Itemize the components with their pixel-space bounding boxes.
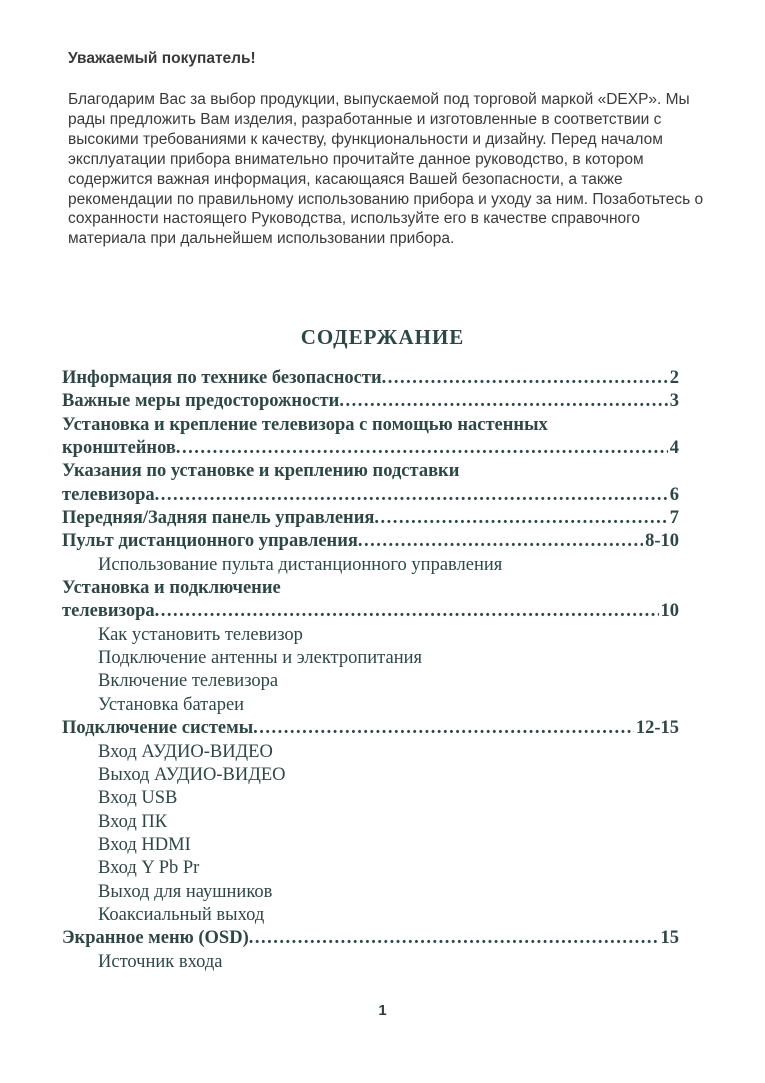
intro-heading: Уважаемый покупатель! — [68, 50, 256, 67]
toc-subentry — [62, 670, 679, 693]
toc-subentry — [62, 881, 679, 904]
toc-entry-label: Информация по технике безопасности — [62, 368, 382, 388]
toc-subentry-label: Выход для наушников — [98, 881, 273, 902]
toc-entry-page: 15 — [660, 928, 679, 949]
intro-paragraph: Благодарим Вас за выбор продукции, выпускаемой под торговой маркой «DEXP». Мы рады предложить Вам изделия, разработанные и изготовленные в соответствии с высокими требованиями к качеству, функциональности и дизайну. Перед началом эксплуатации прибора внимательно прочитайте данное руководство, в котором содержится важная информация, касающаяся Вашей безопасности, а также рекомендации по правильному использованию прибора и уходу за ним. Позаботьтесь о сохранности настоящего Руководства, используйте его в качестве справочного материала при дальнейшем использовании прибора. — [68, 91, 704, 248]
toc-entry — [62, 577, 679, 600]
toc-entry — [62, 600, 679, 623]
dot-leader — [176, 437, 668, 460]
toc-subentry — [62, 787, 679, 810]
toc-entry-label: Установка и подключение — [62, 578, 281, 599]
dot-leader — [339, 390, 667, 413]
toc-entry — [62, 414, 679, 437]
toc-subentry-label: Вход HDMI — [98, 834, 191, 855]
toc-entry-label: телевизора — [62, 601, 155, 622]
toc-subentry-label: Вход Y Pb Pr — [98, 858, 200, 879]
toc-entry-label: кронштейнов — [62, 438, 176, 459]
toc-entry-label: телевизора — [62, 484, 155, 505]
toc-entry — [62, 390, 679, 413]
toc-subentry — [62, 694, 679, 717]
toc-entry — [62, 507, 679, 530]
intro-section — [68, 50, 704, 249]
toc-subentry — [62, 951, 679, 974]
toc-subentry — [62, 554, 679, 577]
toc-entry-page: 8-10 — [645, 531, 679, 552]
dot-leader — [249, 927, 659, 950]
toc-title: СОДЕРЖАНИЕ — [300, 325, 465, 349]
dot-leader — [155, 600, 659, 623]
toc-subentry — [62, 647, 679, 670]
toc-entry-page: 3 — [669, 391, 679, 412]
toc-entry-label: Установка и крепление телевизора с помощью настенных — [62, 414, 548, 435]
toc-entry — [62, 927, 679, 950]
toc-subentry-label: Использование пульта дистанционного управления — [98, 554, 503, 575]
toc-entry-label: Пульт дистанционного управления — [62, 531, 358, 552]
dot-leader — [253, 717, 634, 740]
dot-leader — [382, 367, 668, 390]
toc-entry-label: Передняя/Задняя панель управления — [62, 508, 375, 529]
toc-entry-label: Указания по установке и креплению подставки — [62, 461, 460, 482]
toc-entry — [62, 484, 679, 507]
toc-entry-page: 6 — [669, 484, 679, 505]
toc-subentry-label: Выход АУДИО-ВИДЕО — [98, 764, 286, 785]
toc-subentry — [62, 904, 679, 927]
toc-entry — [62, 717, 679, 740]
toc-subentry — [62, 834, 679, 857]
toc-subentry-label: Источник входа — [98, 951, 223, 972]
toc-subentry-label: Вход АУДИО-ВИДЕО — [98, 741, 273, 762]
toc-entry — [62, 367, 679, 390]
toc-entry-page: 4 — [669, 438, 679, 459]
dot-leader — [358, 530, 643, 553]
toc-subentry-label: Установка батареи — [98, 694, 245, 715]
toc-subentry-label: Включение телевизора — [98, 671, 279, 692]
toc-entry-label: Экранное меню (OSD) — [62, 928, 249, 949]
toc-entry — [62, 437, 679, 460]
toc-entry-page: 10 — [660, 601, 679, 622]
toc-entry-label: Важные меры предосторожности — [62, 391, 340, 412]
toc-entry — [62, 530, 679, 553]
toc-subentry — [62, 857, 679, 880]
toc-subentry — [62, 764, 679, 787]
toc-subentry-label: Вход ПК — [98, 811, 168, 832]
toc-subentry — [62, 811, 679, 834]
toc-entry-page: 12-15 — [635, 718, 679, 739]
toc-entry — [62, 460, 679, 483]
toc-subentry — [62, 741, 679, 764]
dot-leader — [374, 507, 667, 530]
toc-entry-page: 7 — [669, 508, 679, 529]
toc-subentry — [62, 624, 679, 647]
toc-subentry-label: Как установить телевизор — [98, 624, 303, 645]
table-of-contents — [62, 367, 679, 974]
dot-leader — [155, 484, 668, 507]
page-number: 1 — [378, 1002, 387, 1019]
toc-subentry-label: Вход USB — [98, 788, 178, 809]
toc-entry-page: 2 — [669, 368, 679, 388]
toc-entry-label: Подключение системы — [62, 718, 254, 739]
toc-subentry-label: Коаксиальный выход — [98, 904, 265, 925]
toc-subentry-label: Подключение антенны и электропитания — [98, 648, 423, 669]
